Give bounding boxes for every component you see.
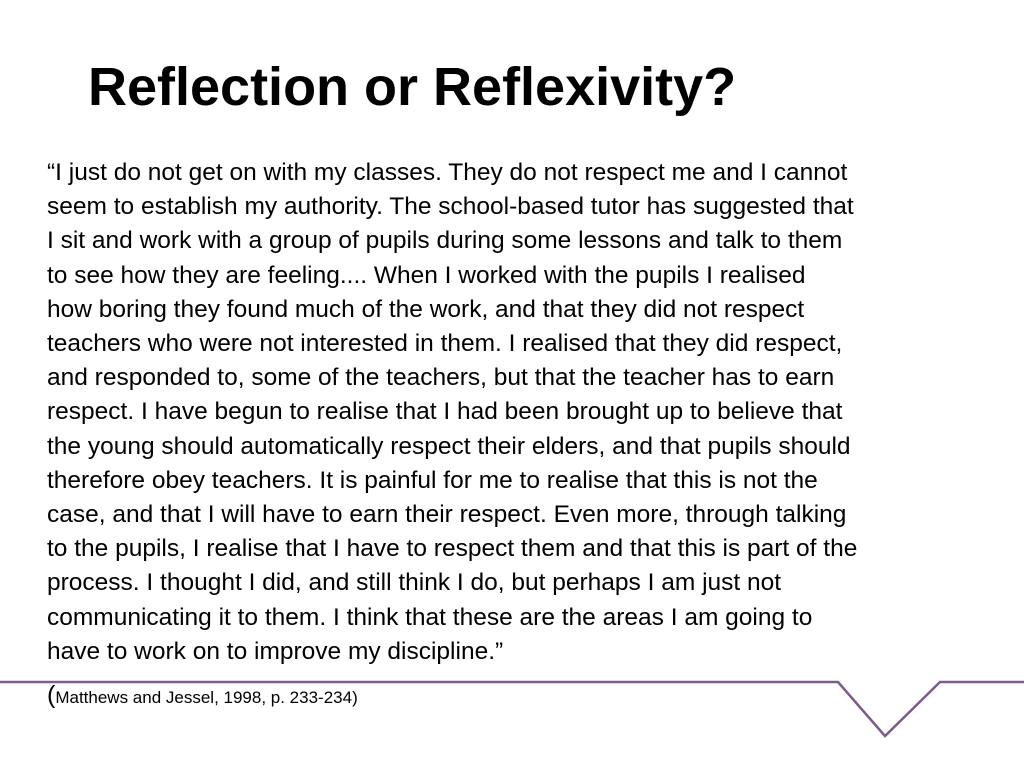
quote-line: case, and that I will have to earn their respect. Even more, through talking — [47, 501, 847, 529]
quote-line: to see how they are feeling.... When I worked with the pupils I realised — [47, 261, 806, 289]
quote-line: have to work on to improve my discipline.” — [47, 637, 504, 665]
citation-open-paren: ( — [47, 681, 56, 709]
quote-line: respect. I have begun to realise that I had been brought up to believe that — [47, 398, 843, 426]
quote-line: teachers who were not interested in them. I realised that they did respect, — [47, 330, 843, 358]
quote-line: “I just do not get on with my classes. They do not respect me and I cannot — [47, 159, 848, 186]
quote-line: to the pupils, I realise that I have to respect them and that this is part of the — [47, 535, 858, 563]
quote-line: how boring they found much of the work, and that they did not respect — [47, 295, 805, 323]
quote-line: seem to establish my authority. The school-based tutor has suggested that — [47, 193, 854, 221]
quote-line: and responded to, some of the teachers, but that the teacher has to earn — [47, 364, 835, 392]
quote-line: the young should automatically respect their elders, and that pupils should — [47, 432, 851, 460]
citation — [47, 680, 358, 714]
quote-line: therefore obey teachers. It is painful for me to realise that this is not the — [47, 466, 818, 494]
quote-text — [47, 156, 997, 669]
quote-line: process. I thought I did, and still think I do, but perhaps I am just not — [47, 569, 782, 597]
quote-line: communicating it to them. I think that these are the areas I am going to — [47, 603, 813, 631]
citation-text: Matthews and Jessel, 1998, p. 233-234) — [55, 688, 358, 707]
slide-title: Reflection or Reflexivity? — [88, 57, 737, 117]
quote-line: I sit and work with a group of pupils during some lessons and talk to them — [47, 227, 843, 255]
